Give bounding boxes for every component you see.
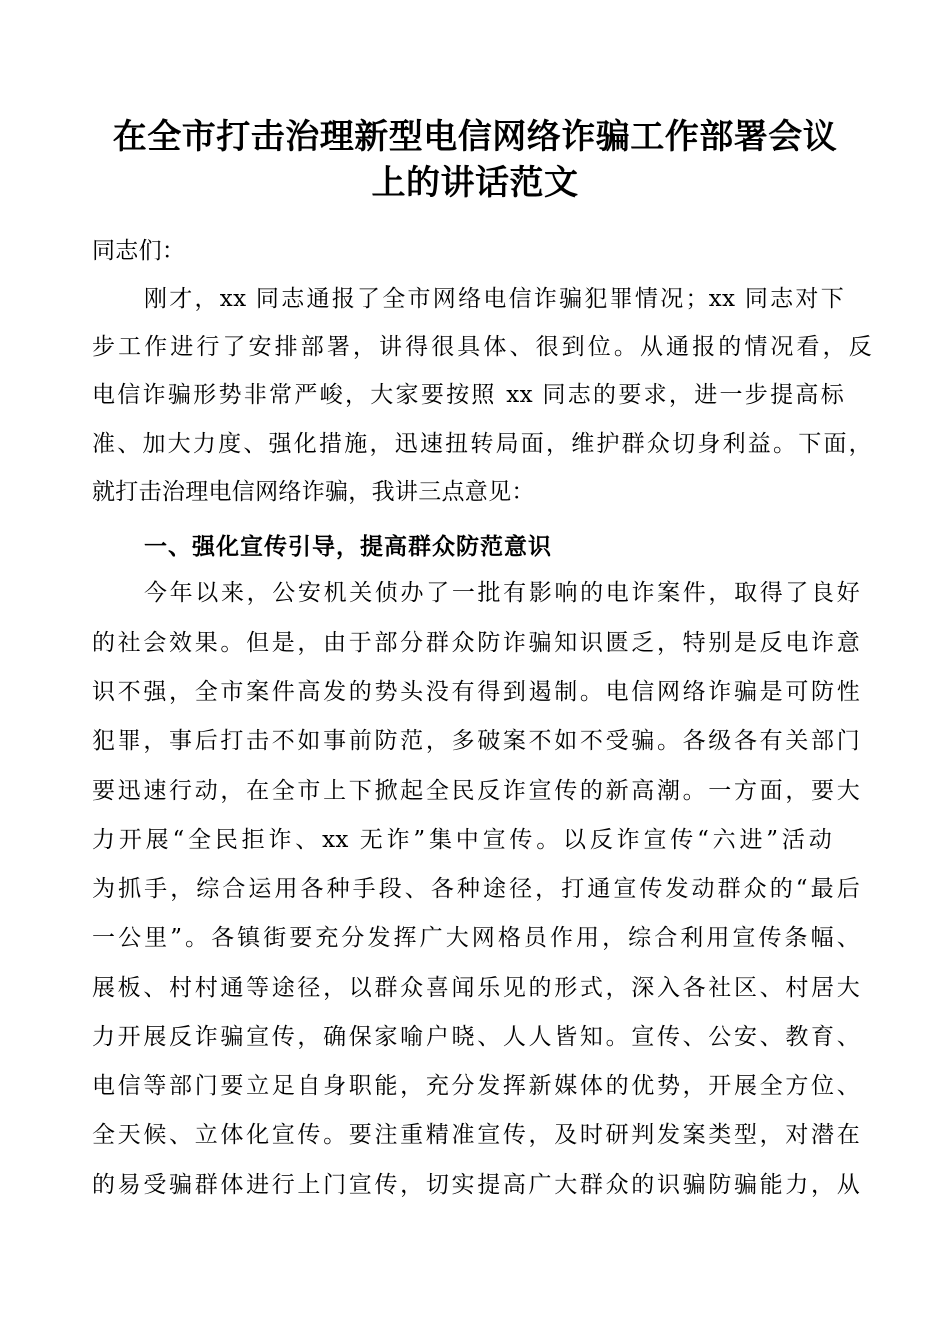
paragraph-1-line: 电信诈骗形势非常严峻，大家要按照 xx 同志的要求，进一步提高标 (92, 382, 844, 408)
paragraph-2-line: 为抓手，综合运用各种手段、各种途径，打通宣传发动群众的“最后 (92, 876, 860, 902)
paragraph-2-line: 犯罪，事后打击不如事前防范，多破案不如不受骗。各级各有关部门 (92, 728, 860, 754)
paragraph-2-line: 的社会效果。但是，由于部分群众防诈骗知识匮乏，特别是反电诈意 (92, 630, 860, 656)
paragraph-1-line: 就打击治理电信网络诈骗，我讲三点意见： (92, 479, 535, 505)
paragraph-2-line: 要迅速行动，在全市上下掀起全民反诈宣传的新高潮。一方面，要大 (92, 778, 860, 804)
paragraph-2-line: 全天候、立体化宣传。要注重精准宣传，及时研判发案类型，对潜在 (92, 1122, 860, 1148)
paragraph-2-line: 力开展“全民拒诈、xx 无诈”集中宣传。以反诈宣传“六进”活动 (92, 827, 832, 853)
paragraph-1-line: 步工作进行了安排部署，讲得很具体、很到位。从通报的情况看，反 (92, 334, 872, 360)
paragraph-2-line: 今年以来，公安机关侦办了一批有影响的电诈案件，取得了良好 (144, 580, 860, 606)
document-title-line-2: 上的讲话范文 (371, 163, 579, 203)
paragraph-2-line: 一公里”。各镇街要充分发挥广大网格员作用，综合利用宣传条幅、 (92, 925, 860, 951)
greeting: 同志们： (92, 238, 186, 264)
paragraph-2-line: 识不强，全市案件高发的势头没有得到遏制。电信网络诈骗是可防性 (92, 679, 860, 705)
paragraph-1-line: 刚才，xx 同志通报了全市网络电信诈骗犯罪情况；xx 同志对下 (144, 286, 844, 312)
section-1-heading: 一、强化宣传引导，提高群众防范意识 (144, 534, 552, 560)
paragraph-2-line: 力开展反诈骗宣传，确保家喻户晓、人人皆知。宣传、公安、教育、 (92, 1024, 860, 1050)
paragraph-2-line: 展板、村村通等途径，以群众喜闻乐见的形式，深入各社区、村居大 (92, 975, 860, 1001)
paragraph-2-line: 的易受骗群体进行上门宣传，切实提高广大群众的识骗防骗能力，从 (92, 1172, 860, 1198)
paragraph-2-line: 电信等部门要立足自身职能，充分发挥新媒体的优势，开展全方位、 (92, 1073, 860, 1099)
paragraph-1-line: 准、加大力度、强化措施，迅速扭转局面，维护群众切身利益。下面， (92, 431, 872, 457)
document-title-line-1: 在全市打击治理新型电信网络诈骗工作部署会议 (112, 117, 838, 157)
